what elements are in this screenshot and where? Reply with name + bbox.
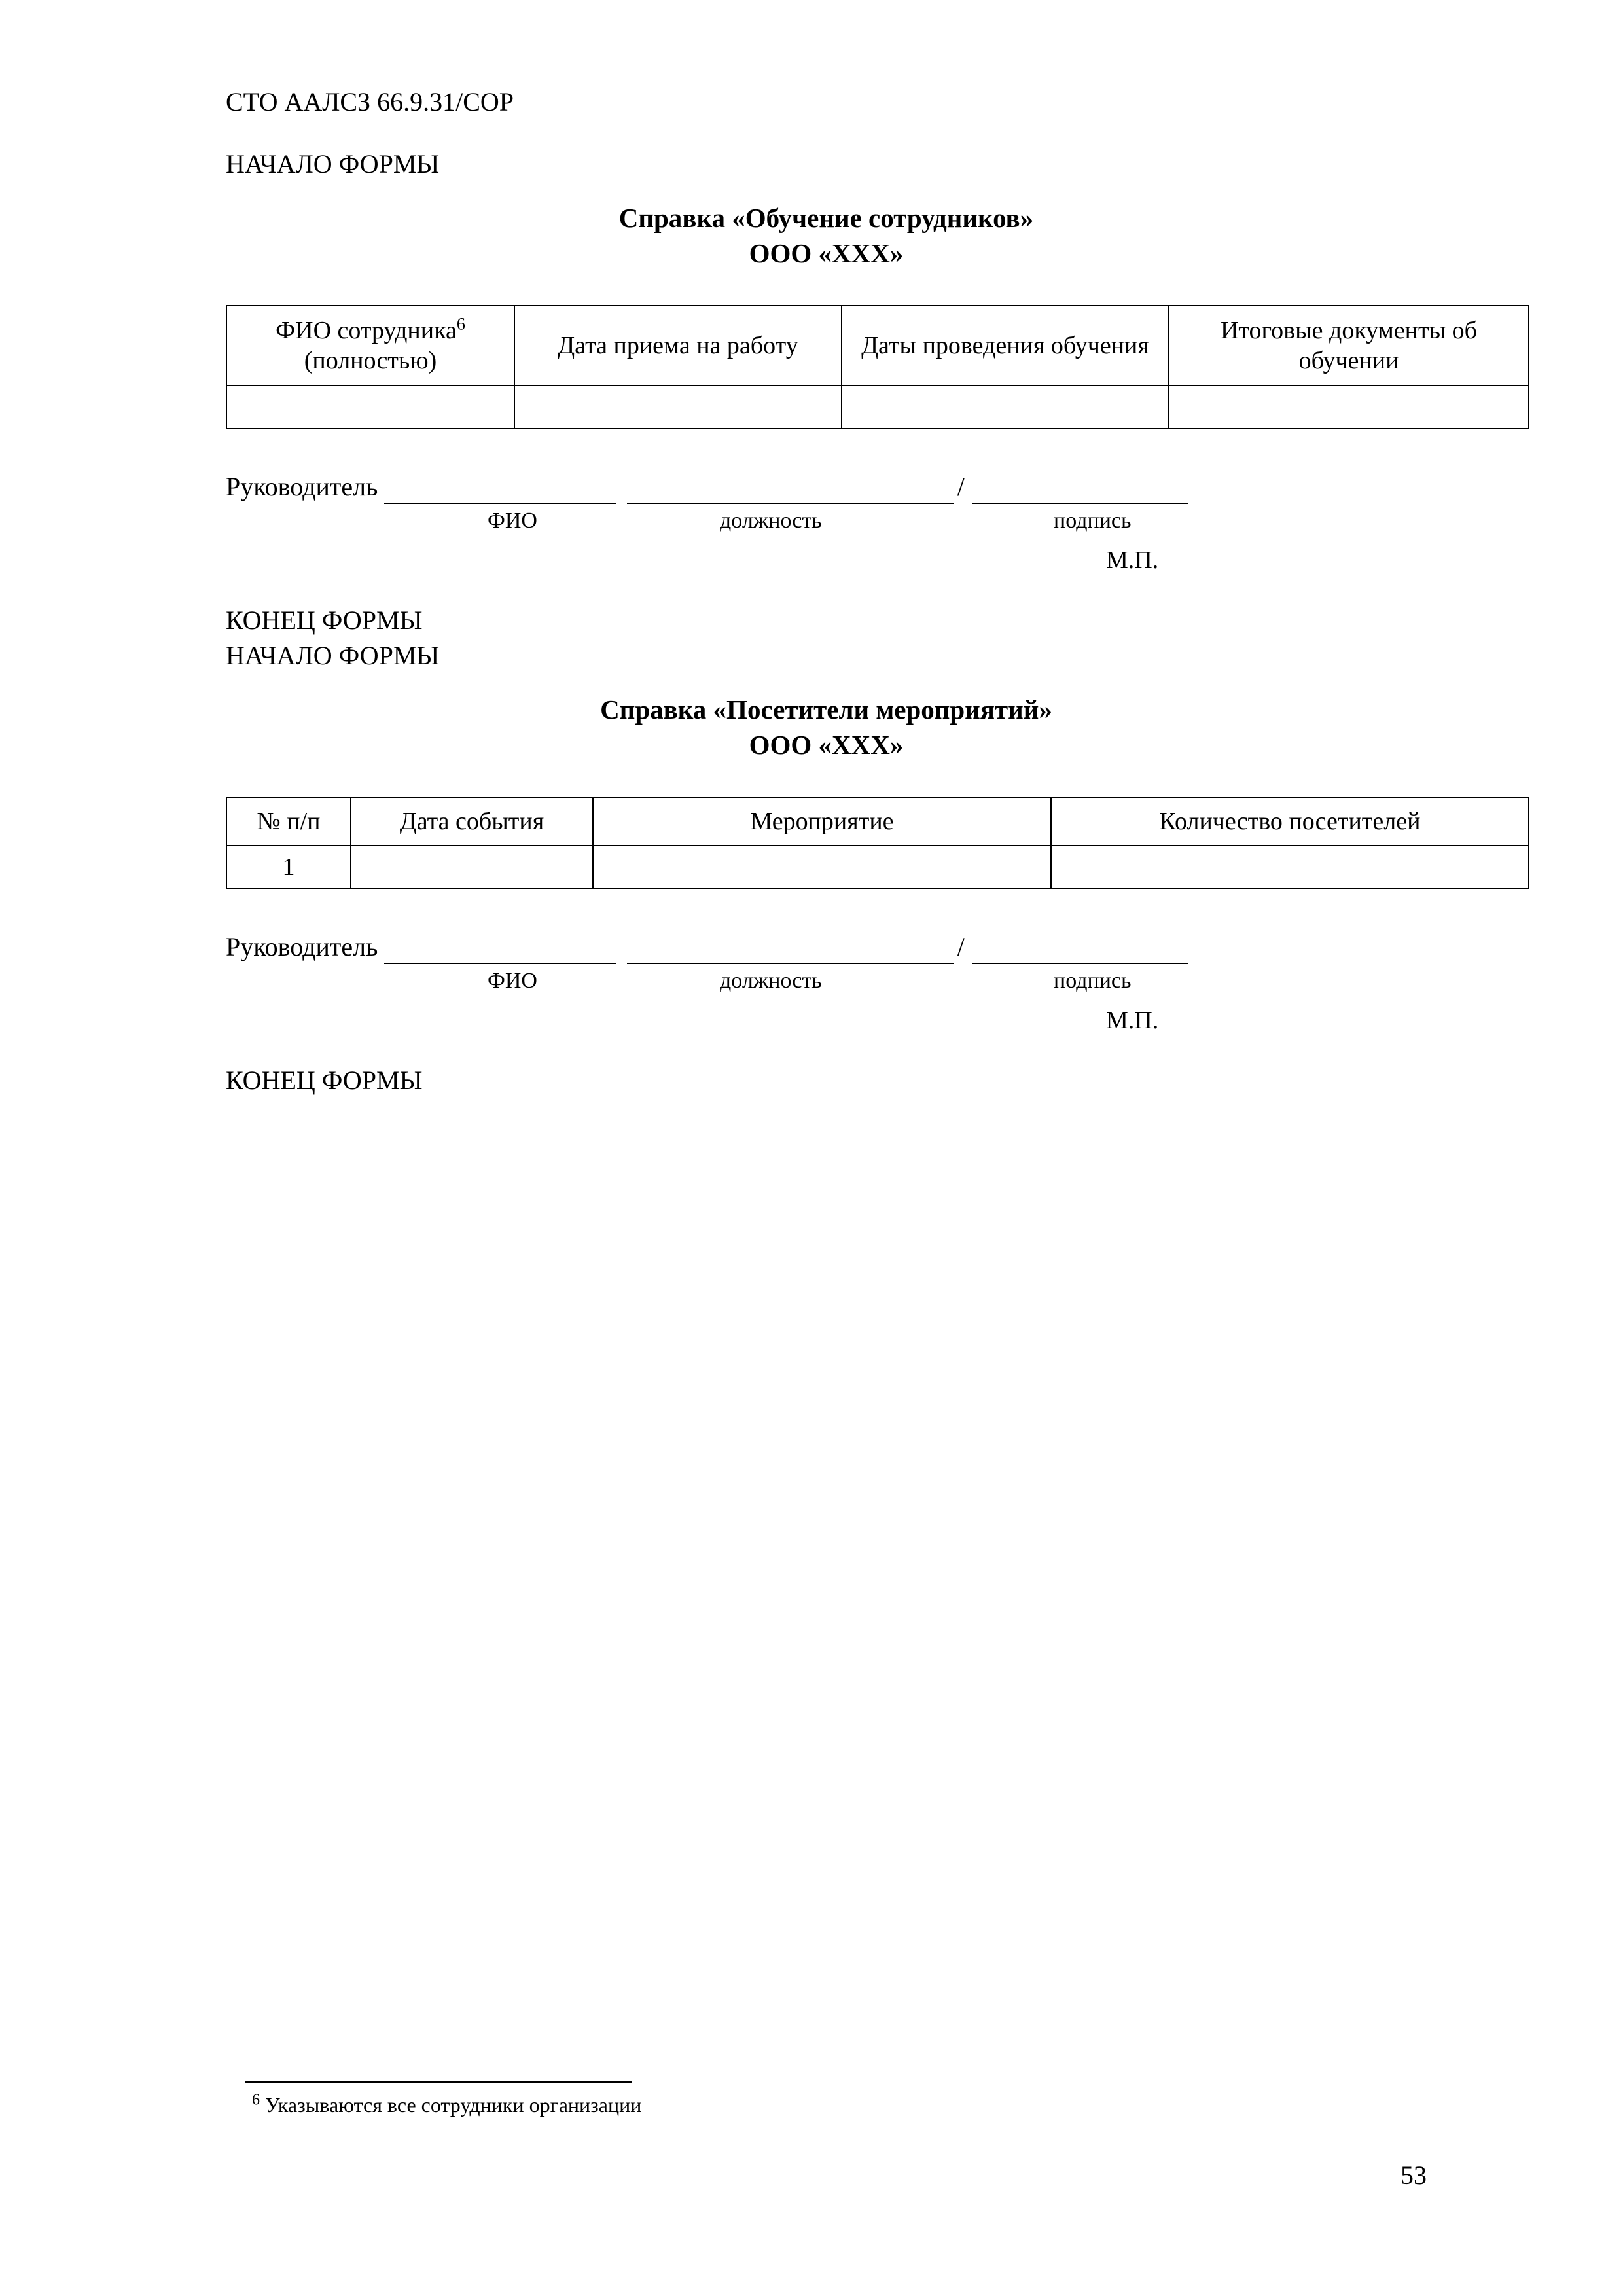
caption-fio: ФИО (488, 969, 537, 994)
table-header-row (226, 306, 1529, 386)
signature-block-2 (226, 930, 1427, 1051)
signature-slash: / (957, 472, 965, 502)
stamp-label: М.П. (1106, 1007, 1159, 1035)
visitors-table (226, 797, 1529, 889)
table-cell-training-dates[interactable] (842, 386, 1169, 429)
table-cell-event-date[interactable] (351, 846, 593, 889)
training-table (226, 305, 1529, 429)
signature-role-label: Руководитель (226, 932, 378, 962)
signature-captions (226, 507, 1427, 535)
header-text-fio-sub: (полностью) (304, 347, 437, 375)
form-end-marker-1: КОНЕЦ ФОРМЫ (226, 605, 423, 636)
section2-title (226, 692, 1427, 762)
signature-line-position[interactable] (627, 941, 954, 964)
signature-block-1 (226, 470, 1427, 591)
caption-signature: подпись (1054, 509, 1132, 533)
table-header-cell-documents: Итоговые документы об обучении (1169, 306, 1529, 386)
caption-signature: подпись (1054, 969, 1132, 994)
signature-line-sign[interactable] (972, 480, 1188, 504)
signature-line-fio[interactable] (384, 941, 616, 964)
signature-captions (226, 967, 1427, 996)
section2-title-line1: Справка «Посетители мероприятий» (600, 694, 1052, 725)
table-header-cell-number: № п/п (226, 797, 351, 846)
caption-position: должность (720, 509, 822, 533)
footnote-area (226, 2081, 1207, 2119)
signature-role-label: Руководитель (226, 472, 378, 502)
page-number: 53 (1400, 2161, 1427, 2190)
table-header-cell-hire-date: Дата приема на работу (514, 306, 842, 386)
signature-row (226, 470, 1427, 504)
section1-title-line2: ООО «ХХХ» (749, 238, 904, 269)
stamp-row (226, 545, 1427, 576)
signature-line-sign[interactable] (972, 941, 1188, 964)
footnote-marker: 6 (456, 314, 465, 334)
stamp-row (226, 1005, 1427, 1036)
table-cell-hire-date[interactable] (514, 386, 842, 429)
section1-title (226, 200, 1427, 271)
signature-line-fio[interactable] (384, 480, 616, 504)
table-row (226, 386, 1529, 429)
table-header-cell-event: Мероприятие (593, 797, 1051, 846)
caption-position: должность (720, 969, 822, 994)
document-code: СТО ААЛСЗ 66.9.31/СОР (226, 87, 514, 117)
section2-title-line2: ООО «ХХХ» (749, 730, 904, 761)
footnote-separator (245, 2081, 632, 2083)
table-header-cell-training-dates: Даты проведения обучения (842, 306, 1169, 386)
table-header-row (226, 797, 1529, 846)
form-start-marker-1: НАЧАЛО ФОРМЫ (226, 149, 440, 179)
table-row (226, 846, 1529, 889)
table-header-cell-fio (226, 306, 514, 386)
stamp-label: М.П. (1106, 547, 1159, 575)
footnote-number: 6 (252, 2091, 260, 2109)
form-end-marker-2: КОНЕЦ ФОРМЫ (226, 1066, 423, 1096)
table-cell-documents[interactable] (1169, 386, 1529, 429)
signature-slash: / (957, 932, 965, 962)
header-text-fio: ФИО сотрудника (276, 316, 457, 344)
signature-row (226, 930, 1427, 964)
form-start-marker-2: НАЧАЛО ФОРМЫ (226, 641, 440, 671)
table-cell-visitors-count[interactable] (1051, 846, 1529, 889)
signature-line-position[interactable] (627, 480, 954, 504)
caption-fio: ФИО (488, 509, 537, 533)
table-cell-fio[interactable] (226, 386, 514, 429)
table-cell-event[interactable] (593, 846, 1051, 889)
footnote (252, 2092, 1207, 2119)
footnote-body: Указываются все сотрудники организации (265, 2093, 642, 2117)
section1-title-line1: Справка «Обучение сотрудников» (618, 203, 1034, 233)
table-header-cell-visitors-count: Количество посетителей (1051, 797, 1529, 846)
table-header-cell-event-date: Дата события (351, 797, 593, 846)
table-cell-number[interactable]: 1 (226, 846, 351, 889)
